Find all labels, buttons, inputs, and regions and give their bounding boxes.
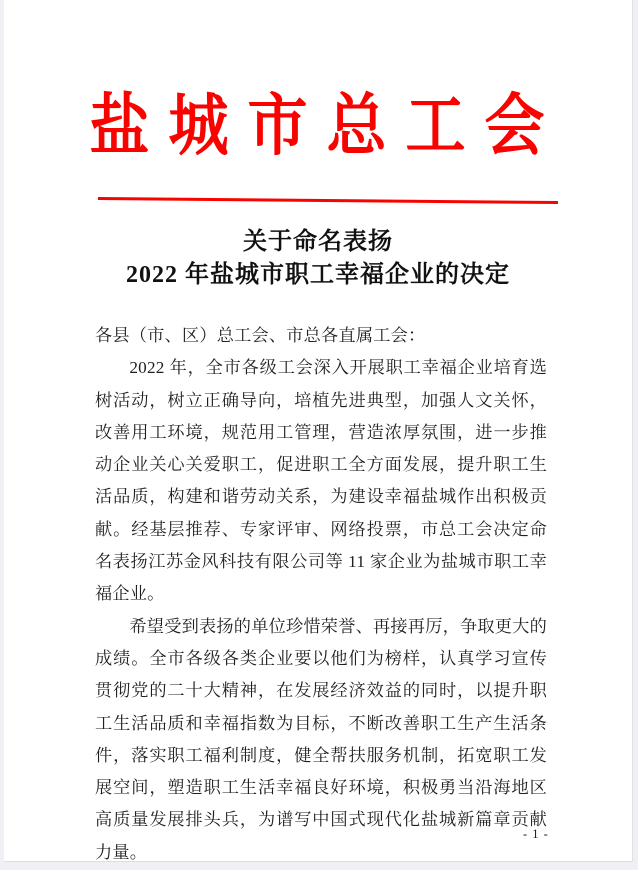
- document-title-line2: 2022 年盐城市职工幸福企业的决定: [126, 262, 510, 288]
- document-page: [4, 0, 633, 862]
- document-body: [95, 320, 547, 869]
- letterhead-divider-line: [98, 197, 558, 204]
- body-paragraph-1: 2022 年，全市各级工会深入开展职工幸福企业培育选树活动，树立正确导向，培植先进典型，加强人文关怀，改善用工环境，规范用工管理，营造浓厚氛围，进一步推动企业关心关爱职工，促进职工全方面发展，提升职工生活品质，构建和谐劳动关系，为建设幸福盐城作出积极贡献。经基层推荐、专家评审、网络投票，市总工会决定命名表扬江苏金风科技有限公司等 11 家企业为盐城市职工幸福企业。: [95, 358, 547, 604]
- document-title: [4, 226, 632, 292]
- body-paragraph-2: 希望受到表扬的单位珍惜荣誉、再接再厉，争取更大的成绩。全市各级各类企业要以他们为榜样，认真学习宣传贯彻党的二十大精神，在发展经济效益的同时，以提升职工生活品质和幸福指数为目标，不断改善职工生产生活条件，落实职工福利制度，健全帮扶服务机制，拓宽职工发展空间，塑造职工生活幸福良好环境，积极勇当沿海地区高质量发展排头兵，为谱写中国式现代化盐城新篇章贡献力量。: [95, 616, 547, 862]
- letterhead-org-title: 盐 城 市 总 工 会: [89, 89, 547, 163]
- document-title-line1: 关于命名表扬: [243, 229, 393, 255]
- page-number: - 1 -: [523, 827, 549, 841]
- salutation: 各县（市、区）总工会、市总各直属工会：: [95, 326, 426, 345]
